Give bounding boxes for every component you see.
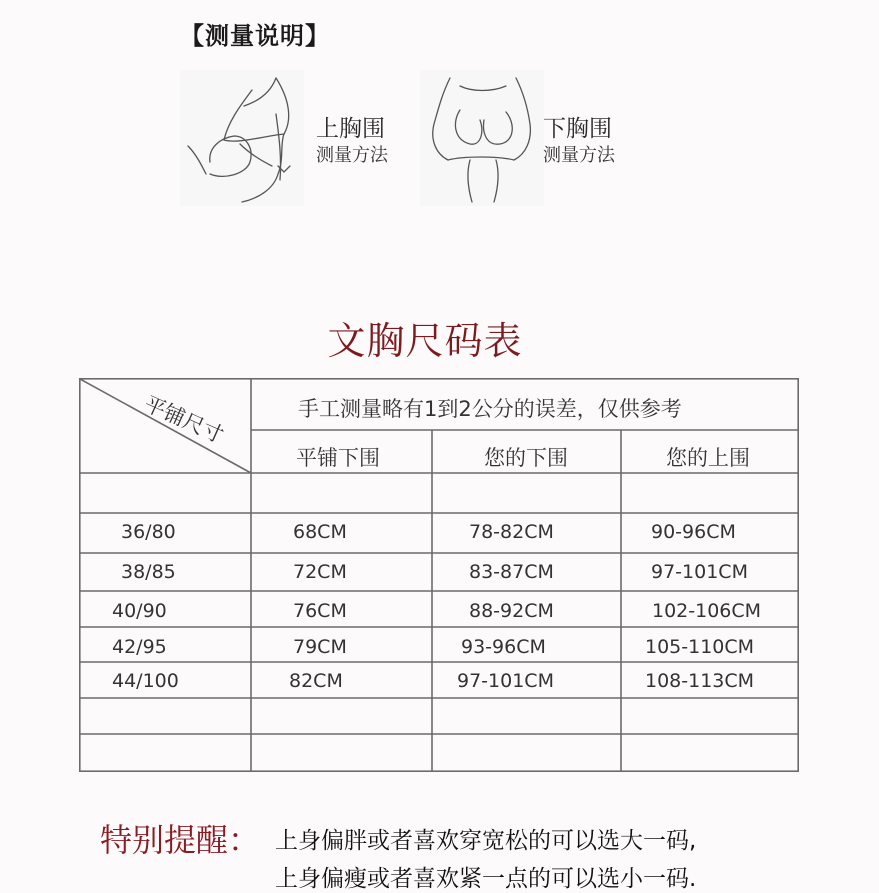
table-cell: 90-96CM bbox=[651, 521, 736, 543]
section-title: 【测量说明】 bbox=[180, 22, 330, 50]
table-cell: 97-101CM bbox=[651, 561, 748, 583]
table-cell-size: 40/90 bbox=[112, 600, 167, 622]
table-cell: 88-92CM bbox=[469, 600, 554, 622]
size-chart-title: 文胸尺码表 bbox=[327, 319, 523, 363]
table-cell: 76CM bbox=[293, 600, 347, 622]
table-cell-size: 44/100 bbox=[112, 670, 179, 692]
table-cell: 79CM bbox=[293, 636, 347, 658]
reminder-label: 特别提醒： bbox=[100, 821, 261, 859]
table-corner-label: 平铺尺寸 bbox=[140, 391, 228, 448]
table-cell-size: 38/85 bbox=[121, 561, 176, 583]
upper-bust-title: 上胸围 bbox=[316, 116, 385, 142]
upper-bust-method: 测量方法 bbox=[316, 145, 388, 166]
table-cell: 82CM bbox=[289, 670, 343, 692]
table-cell: 72CM bbox=[293, 561, 347, 583]
table-cell: 93-96CM bbox=[461, 636, 546, 658]
table-cell: 97-101CM bbox=[457, 670, 554, 692]
lower-bust-illustration bbox=[420, 70, 544, 206]
column-header: 您的上围 bbox=[666, 446, 750, 470]
table-cell: 105-110CM bbox=[645, 636, 755, 658]
reminder-line: 上身偏瘦或者喜欢紧一点的可以选小一码. bbox=[275, 866, 697, 892]
table-cell: 108-113CM bbox=[645, 670, 755, 692]
table-cell: 68CM bbox=[293, 521, 347, 543]
lower-bust-method: 测量方法 bbox=[543, 145, 615, 166]
lower-bust-title: 下胸围 bbox=[543, 116, 612, 142]
reminder-line: 上身偏胖或者喜欢穿宽松的可以选大一码, bbox=[275, 828, 697, 854]
column-header: 您的下围 bbox=[484, 446, 568, 470]
table-cell: 83-87CM bbox=[469, 561, 554, 583]
column-header: 平铺下围 bbox=[296, 446, 380, 470]
table-note-header: 手工测量略有1到2公分的误差，仅供参考 bbox=[298, 397, 682, 421]
table-cell-size: 36/80 bbox=[121, 521, 176, 543]
table-cell: 78-82CM bbox=[469, 521, 554, 543]
upper-bust-illustration bbox=[180, 70, 304, 206]
table-cell: 102-106CM bbox=[652, 600, 762, 622]
table-cell-size: 42/95 bbox=[112, 636, 167, 658]
